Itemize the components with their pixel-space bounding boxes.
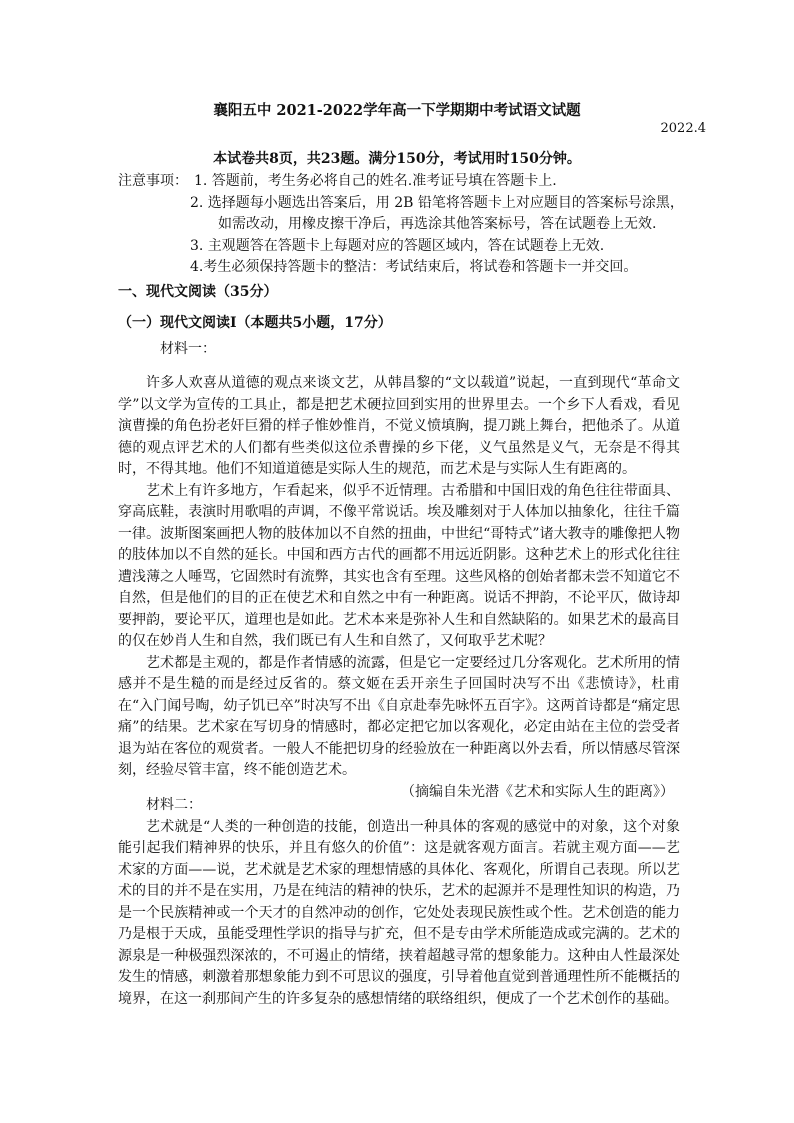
section-heading: 一、现代文阅读（35分） — [118, 284, 278, 300]
note-item: 4.考生必须保持答题卡的整洁：考试结束后，将试卷和答题卡一并交回。 — [190, 259, 638, 275]
paragraph: 许多人欢喜从道德的观点来谈文艺，从韩昌黎的“文以载道”说起，一直到现代“革命文学”以文学为宣传的工具止，都是把艺术硬拉回到实用的世界里去。一个乡下人看戏，看见演曹操的角色扮老奸巨猾的样子惟妙惟肖，不觉义愤填胸，提刀跳上舞台，把他杀了。从道德的观点评艺术的人们都有些类似这位杀曹操的乡下佬，义气虽然是义气，无奈是不得其时，不得其地。他们不知道道德是实际人生的规范，而艺术是与实际人生有距离的。 — [118, 375, 680, 477]
notes-label: 注意事项： — [118, 173, 188, 189]
material-label: 材料一： — [160, 341, 216, 357]
material2-body — [118, 795, 680, 1010]
note-line — [118, 171, 698, 193]
paragraph: 艺术就是“人类的一种创造的技能，创造出一种具体的客观的感觉中的对象，这个对象能引起我们精神界的快乐，并且有悠久的价值”：这是就客观方面言。若就主观方面——艺术家的方面——说，艺术就是艺术家的理想情感的具体化、客观化，所谓自己表现。所以艺术的目的并不是在实用，乃是在纯洁的精神的快乐，艺术的起源并不是理性知识的构造，乃是一个民族精神或一个天才的自然冲动的创作，它处处表现民族性或个性。艺术创造的能力乃是根于天成，虽能受理性学识的指导与扩充，但不是专由学术所能造成或完满的。艺术的源泉是一种极强烈深浓的，不可遏止的情绪，挟着超越寻常的想象能力。这种由人性最深处发生的情感，刺激着那想象能力到不可思议的强度，引导着他直觉到普通理性所不能概括的境界，在这一刹那间产生的许多复杂的感想情绪的联络组织，便成了一个艺术创作的基础。 — [118, 818, 680, 1007]
material-label: 材料二： — [146, 797, 202, 813]
note-item: 如需改动，用橡皮擦干净后，再选涂其他答案标号，答在试题卷上无效. — [218, 216, 657, 232]
page-title: 襄阳五中 2021-2022学年高一下学期期中考试语文试题 — [213, 102, 581, 119]
source-citation: （摘编自朱光潜《艺术和实际人生的距离》） — [401, 783, 674, 800]
notes-block — [118, 171, 698, 279]
exam-date: 2022.4 — [660, 121, 706, 136]
paragraph: 艺术都是主观的，都是作者情感的流露，但是它一定要经过几分客观化。艺术所用的情感并不是生糙的而是经过反省的。蔡文姬在丢开亲生子回国时决写不出《悲愤诗》，杜甫在“入门闻号啕，幼子饥已卒”时决写不出《自京赴奉先咏怀五百字》。这两首诗都是“痛定思痛”的结果。艺术家在写切身的情感时，都必定把它加以客观化，必定由站在主位的尝受者退为站在客位的观赏者。一般人不能把切身的经验放在一种距离以外去看，所以情感尽管深刻，经验尽管丰富，终不能创造艺术。 — [118, 654, 680, 778]
material1-body — [118, 373, 680, 803]
note-item: 2. 选择题每小题选出答案后，用 2B 铅笔将答题卡上对应题目的答案标号涂黑， — [190, 194, 684, 211]
subsection-heading: （一）现代文阅读Ⅰ（本题共5小题，17分） — [118, 315, 392, 331]
note-item: 3. 主观题答在答题卡上每题对应的答题区域内，答在试题卷上无效. — [190, 237, 605, 254]
note-item: 1. 答题前，考生务必将自己的姓名.准考证号填在答题卡上. — [194, 173, 557, 189]
exam-subtitle: 本试卷共8页，共23题。满分150分，考试用时150分钟。 — [213, 151, 581, 167]
paragraph: 艺术上有许多地方，乍看起来，似乎不近情理。古希腊和中国旧戏的角色往往带面具、穿高底鞋，表演时用歌唱的声调，不像平常说话。埃及雕刻对于人体加以抽象化，往往千篇一律。波斯图案画把人物的肢体加以不自然的扭曲，中世纪“哥特式”诸大教寺的雕像把人物的肢体加以不自然的延长。中国和西方古代的画都不用远近阴影。这种艺术上的形式化往往遭浅薄之人唾骂，它固然时有流弊，其实也含有至理。这些风格的创始者都未尝不知道它不自然，但是他们的目的正在使艺术和自然之中有一种距离。说话不押韵，不论平仄，做诗却要押韵，要论平仄，道理也是如此。艺术本来是弥补人生和自然缺陷的。如果艺术的最高目的仅在妙肖人生和自然，我们既已有人生和自然了，又何取乎艺术呢？ — [118, 482, 680, 649]
